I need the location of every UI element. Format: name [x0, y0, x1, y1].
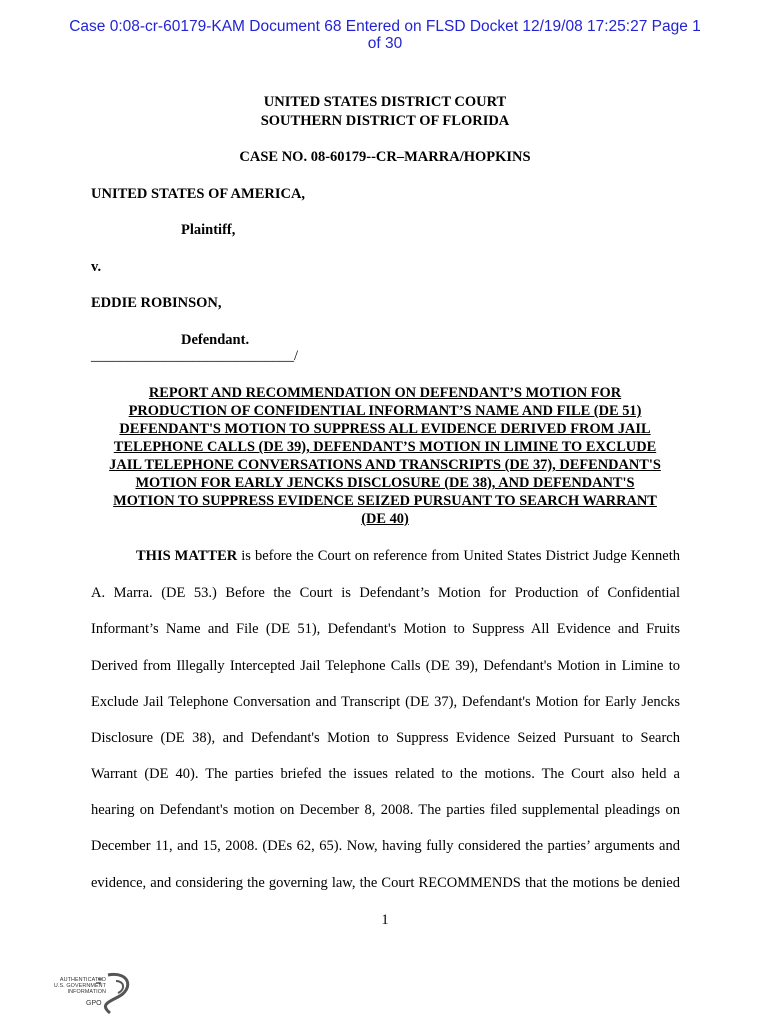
body-line: December 11, and 15, 2008. (DEs 62, 65). Now, having fully considered the parties’ arguments and — [91, 838, 680, 854]
body-first-line — [136, 548, 680, 565]
gpo-seal-text — [40, 977, 106, 995]
plaintiff-role: Plaintiff, — [181, 222, 236, 238]
title-line: JAIL TELEPHONE CONVERSATIONS AND TRANSCRIPTS (DE 37), DEFENDANT'S — [109, 457, 661, 473]
caption-separator: ____________________________/ — [91, 348, 299, 364]
title-line: PRODUCTION OF CONFIDENTIAL INFORMANT’S NAME AND FILE (DE 51) — [128, 403, 642, 419]
body-line: evidence, and considering the governing law, the Court RECOMMENDS that the motions be denied — [91, 875, 680, 891]
body-line: Informant’s Name and File (DE 51), Defendant's Motion to Suppress All Evidence and Fruits — [91, 621, 680, 637]
body-line: Exclude Jail Telephone Conversation and Transcript (DE 37), Defendant's Motion for Early Jencks — [91, 694, 680, 710]
body-line: Derived from Illegally Intercepted Jail Telephone Calls (DE 39), Defendant's Motion in Limine to — [91, 658, 680, 674]
gpo-line-1: AUTHENTICATED — [59, 977, 106, 983]
title-line: DEFENDANT'S MOTION TO SUPPRESS ALL EVIDENCE DERIVED FROM JAIL — [119, 421, 651, 437]
title-line: REPORT AND RECOMMENDATION ON DEFENDANT’S MOTION FOR — [148, 385, 622, 401]
docket-stamp-line-1: Case 0:08-cr-60179-KAM Document 68 Entered on FLSD Docket 12/19/08 17:25:27 Page 1 — [69, 18, 701, 35]
defendant-role: Defendant. — [181, 332, 250, 348]
body-line: hearing on Defendant's motion on December 8, 2008. The parties filed supplemental pleadings on — [91, 802, 680, 818]
docket-stamp — [40, 18, 730, 52]
gpo-line-2: U.S. GOVERNMENT — [53, 983, 106, 989]
defendant-name: EDDIE ROBINSON, — [91, 295, 222, 311]
docket-stamp-line-2: of 30 — [367, 35, 403, 52]
title-line: (DE 40) — [361, 511, 409, 527]
title-line: MOTION FOR EARLY JENCKS DISCLOSURE (DE 38), AND DEFENDANT'S — [135, 475, 635, 491]
versus: v. — [91, 259, 102, 275]
gpo-mark: GPO — [86, 1000, 102, 1007]
document-title — [86, 384, 684, 528]
body-line: Disclosure (DE 38), and Defendant's Motion to Suppress Evidence Seized Pursuant to Search — [91, 730, 680, 746]
plaintiff-name: UNITED STATES OF AMERICA, — [91, 186, 306, 202]
case-number: CASE NO. 08-60179--CR–MARRA/HOPKINS — [239, 149, 531, 165]
body-lead-bold: THIS MATTER — [136, 548, 238, 564]
body-line: Warrant (DE 40). The parties briefed the issues related to the motions. The Court also held a — [91, 766, 680, 782]
body-line: A. Marra. (DE 53.) Before the Court is Defendant’s Motion for Production of Confidential — [91, 585, 680, 601]
court-name: UNITED STATES DISTRICT COURT — [263, 94, 507, 110]
body-lead-rest: is before the Court on reference from United States District Judge Kenneth — [237, 548, 680, 564]
page-number: 1 — [381, 912, 389, 928]
title-line: MOTION TO SUPPRESS EVIDENCE SEIZED PURSUANT TO SEARCH WARRANT — [113, 493, 657, 509]
title-line: TELEPHONE CALLS (DE 39), DEFENDANT’S MOTION IN LIMINE TO EXCLUDE — [113, 439, 657, 455]
gpo-line-3: INFORMATION — [67, 989, 106, 995]
court-district: SOUTHERN DISTRICT OF FLORIDA — [260, 113, 510, 129]
